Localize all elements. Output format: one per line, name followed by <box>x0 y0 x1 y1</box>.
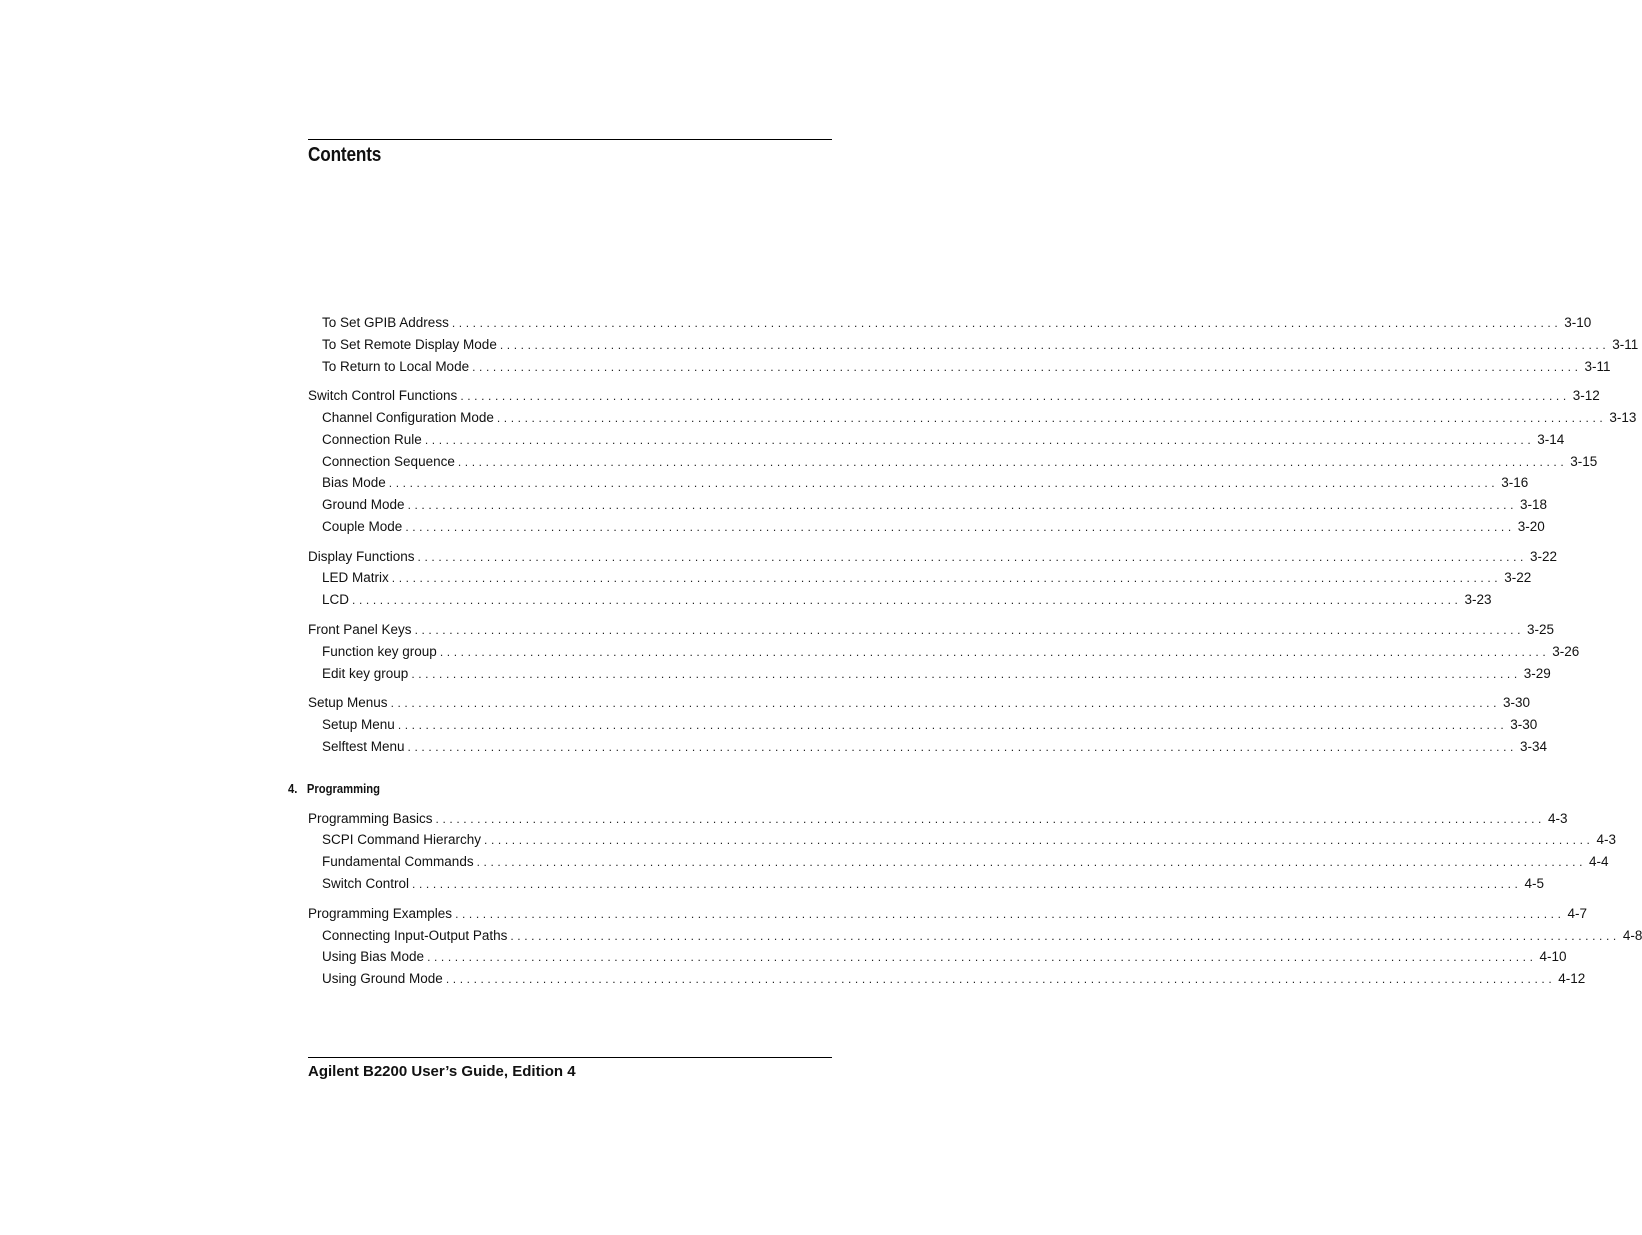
toc-leader-dots: ................................................................................................................................................................ <box>455 907 1565 921</box>
toc-entry-page: 3-30 <box>1503 695 1531 710</box>
toc-leader-dots: ................................................................................................................................................................ <box>439 645 1550 659</box>
toc-entry-label: SCPI Command Hierarchy <box>322 832 482 847</box>
toc-entry-page: 3-25 <box>1527 622 1555 637</box>
toc-entry-page: 3-34 <box>1519 739 1548 754</box>
toc-entry[interactable] <box>308 904 1588 924</box>
toc-leader-dots: ................................................................................................................................................................ <box>472 360 1582 374</box>
chapter-number: 4. <box>288 782 298 796</box>
toc-entry-page: 3-22 <box>1529 549 1558 564</box>
toc-leader-dots: ................................................................................................................................................................ <box>460 389 1570 403</box>
toc-entry-label: Display Functions <box>308 549 415 564</box>
toc-entry[interactable] <box>322 495 1548 515</box>
bottom-rule <box>308 1057 832 1058</box>
toc-entry-label: Connection Sequence <box>322 454 455 469</box>
toc-leader-dots: ................................................................................................................................................................ <box>510 929 1620 943</box>
toc-entry-page: 3-10 <box>1564 315 1592 330</box>
toc-entry[interactable] <box>322 969 1586 989</box>
toc-entry-page: 4-3 <box>1547 811 1568 826</box>
toc-entry-label: Setup Menu <box>322 717 395 732</box>
toc-entry-label: LCD <box>322 592 350 607</box>
toc-entry-page: 4-7 <box>1567 906 1588 921</box>
toc-entry-page: 3-16 <box>1501 475 1529 490</box>
toc-entry-label: Connecting Input-Output Paths <box>322 928 508 943</box>
toc-entry[interactable] <box>322 830 1616 850</box>
toc-entry-page: 4-12 <box>1558 971 1586 986</box>
toc-leader-dots: ................................................................................................................................................................ <box>388 476 1499 490</box>
toc-entry-label: Bias Mode <box>322 475 386 490</box>
toc-entry[interactable] <box>322 473 1529 493</box>
toc-leader-dots: ................................................................................................................................................................ <box>451 316 1562 330</box>
toc-leader-dots: ................................................................................................................................................................ <box>390 696 1500 710</box>
toc-leader-dots: ................................................................................................................................................................ <box>427 950 1537 964</box>
toc-entry-page: 3-26 <box>1552 644 1580 659</box>
toc-entry-label: LED Matrix <box>322 570 389 585</box>
page-footer: Agilent B2200 User’s Guide, Edition 4 <box>308 1063 576 1080</box>
toc-entry[interactable] <box>322 313 1592 333</box>
toc-entry[interactable] <box>322 852 1609 872</box>
toc-entry[interactable] <box>322 664 1551 684</box>
toc-entry-label: Edit key group <box>322 666 409 681</box>
toc-leader-dots: ................................................................................................................................................................ <box>411 667 1521 681</box>
toc-entry[interactable] <box>322 642 1580 662</box>
toc-entry-page: 3-11 <box>1584 359 1611 374</box>
toc-entry[interactable] <box>322 926 1642 946</box>
toc-entry[interactable] <box>322 568 1532 588</box>
toc-entry[interactable] <box>308 547 1558 567</box>
toc-entry-page: 3-12 <box>1572 388 1600 403</box>
toc-entry[interactable] <box>322 737 1548 757</box>
toc-leader-dots: ................................................................................................................................................................ <box>391 571 1502 585</box>
toc-entry-page: 3-18 <box>1520 497 1548 512</box>
toc-entry-label: Function key group <box>322 644 437 659</box>
toc-leader-dots: ................................................................................................................................................................ <box>405 520 1515 534</box>
toc-leader-dots: ................................................................................................................................................................ <box>499 338 1610 352</box>
toc-leader-dots: ................................................................................................................................................................ <box>496 411 1607 425</box>
toc-entry[interactable] <box>308 693 1531 713</box>
toc-leader-dots: ................................................................................................................................................................ <box>417 550 1527 564</box>
toc-entry[interactable] <box>322 590 1492 610</box>
toc-leader-dots: ................................................................................................................................................................ <box>424 433 1535 447</box>
toc-entry-label: Programming Examples <box>308 906 453 921</box>
toc-entry-label: To Set GPIB Address <box>322 315 449 330</box>
toc-leader-dots: ................................................................................................................................................................ <box>445 972 1556 986</box>
toc-leader-dots: ................................................................................................................................................................ <box>397 718 1508 732</box>
toc-leader-dots: ................................................................................................................................................................ <box>414 623 1524 637</box>
toc-entry[interactable] <box>322 715 1538 735</box>
toc-entry-label: Selftest Menu <box>322 739 405 754</box>
toc-leader-dots: ................................................................................................................................................................ <box>352 593 1462 607</box>
toc-entry-page: 3-29 <box>1523 666 1551 681</box>
toc-entry-label: Setup Menus <box>308 695 388 710</box>
toc-entry[interactable] <box>322 408 1637 428</box>
toc-entry[interactable] <box>322 357 1611 377</box>
toc-entry-page: 3-30 <box>1510 717 1538 732</box>
page-title: Contents <box>308 144 382 166</box>
toc-entry-label: Fundamental Commands <box>322 854 474 869</box>
toc-entry-label: Switch Control Functions <box>308 388 458 403</box>
top-rule <box>308 139 832 140</box>
toc-entry-page: 4-3 <box>1596 832 1616 847</box>
chapter-title: Programming <box>306 782 381 796</box>
toc-entry[interactable] <box>322 430 1565 450</box>
toc-entry-page: 3-13 <box>1609 410 1637 425</box>
toc-entry[interactable] <box>322 874 1544 894</box>
toc-entry-label: Programming Basics <box>308 811 433 826</box>
toc-entry-page: 3-15 <box>1570 454 1598 469</box>
toc-entry-label: Couple Mode <box>322 519 403 534</box>
toc-entry-label: Ground Mode <box>322 497 405 512</box>
toc-leader-dots: ................................................................................................................................................................ <box>457 455 1568 469</box>
toc-leader-dots: ................................................................................................................................................................ <box>407 740 1517 754</box>
toc-entry[interactable] <box>308 809 1568 829</box>
toc-entry[interactable] <box>322 335 1639 355</box>
toc-entry-label: Channel Configuration Mode <box>322 410 494 425</box>
toc-entry-label: Using Bias Mode <box>322 949 425 964</box>
toc-entry[interactable] <box>322 517 1545 537</box>
toc-entry[interactable] <box>322 947 1567 967</box>
toc-entry-page: 4-8 <box>1622 928 1642 943</box>
toc-entry-label: Switch Control <box>322 876 410 891</box>
toc-entry-page: 4-4 <box>1589 854 1609 869</box>
toc-entry-page: 3-20 <box>1517 519 1545 534</box>
toc-entry-label: To Return to Local Mode <box>322 359 470 374</box>
toc-entry[interactable] <box>322 452 1598 472</box>
toc-leader-dots: ................................................................................................................................................................ <box>476 855 1587 869</box>
toc-entry-page: 4-10 <box>1539 949 1567 964</box>
toc-entry[interactable] <box>308 386 1600 406</box>
toc-entry-label: Using Ground Mode <box>322 971 443 986</box>
toc-leader-dots: ................................................................................................................................................................ <box>407 498 1517 512</box>
toc-entry-page: 3-22 <box>1504 570 1532 585</box>
toc-entry-label: Connection Rule <box>322 432 422 447</box>
toc-entry-page: 3-14 <box>1537 432 1565 447</box>
toc-leader-dots: ................................................................................................................................................................ <box>484 833 1594 847</box>
toc-entry-page: 4-5 <box>1524 876 1544 891</box>
toc-entry-page: 3-23 <box>1464 592 1492 607</box>
toc-entry-page: 3-11 <box>1612 337 1639 352</box>
toc-entry-label: Front Panel Keys <box>308 622 412 637</box>
toc-entry[interactable] <box>308 620 1555 640</box>
chapter-heading <box>288 780 380 798</box>
toc-leader-dots: ................................................................................................................................................................ <box>435 812 1545 826</box>
toc-entry-label: To Set Remote Display Mode <box>322 337 497 352</box>
toc-leader-dots: ................................................................................................................................................................ <box>412 877 1522 891</box>
